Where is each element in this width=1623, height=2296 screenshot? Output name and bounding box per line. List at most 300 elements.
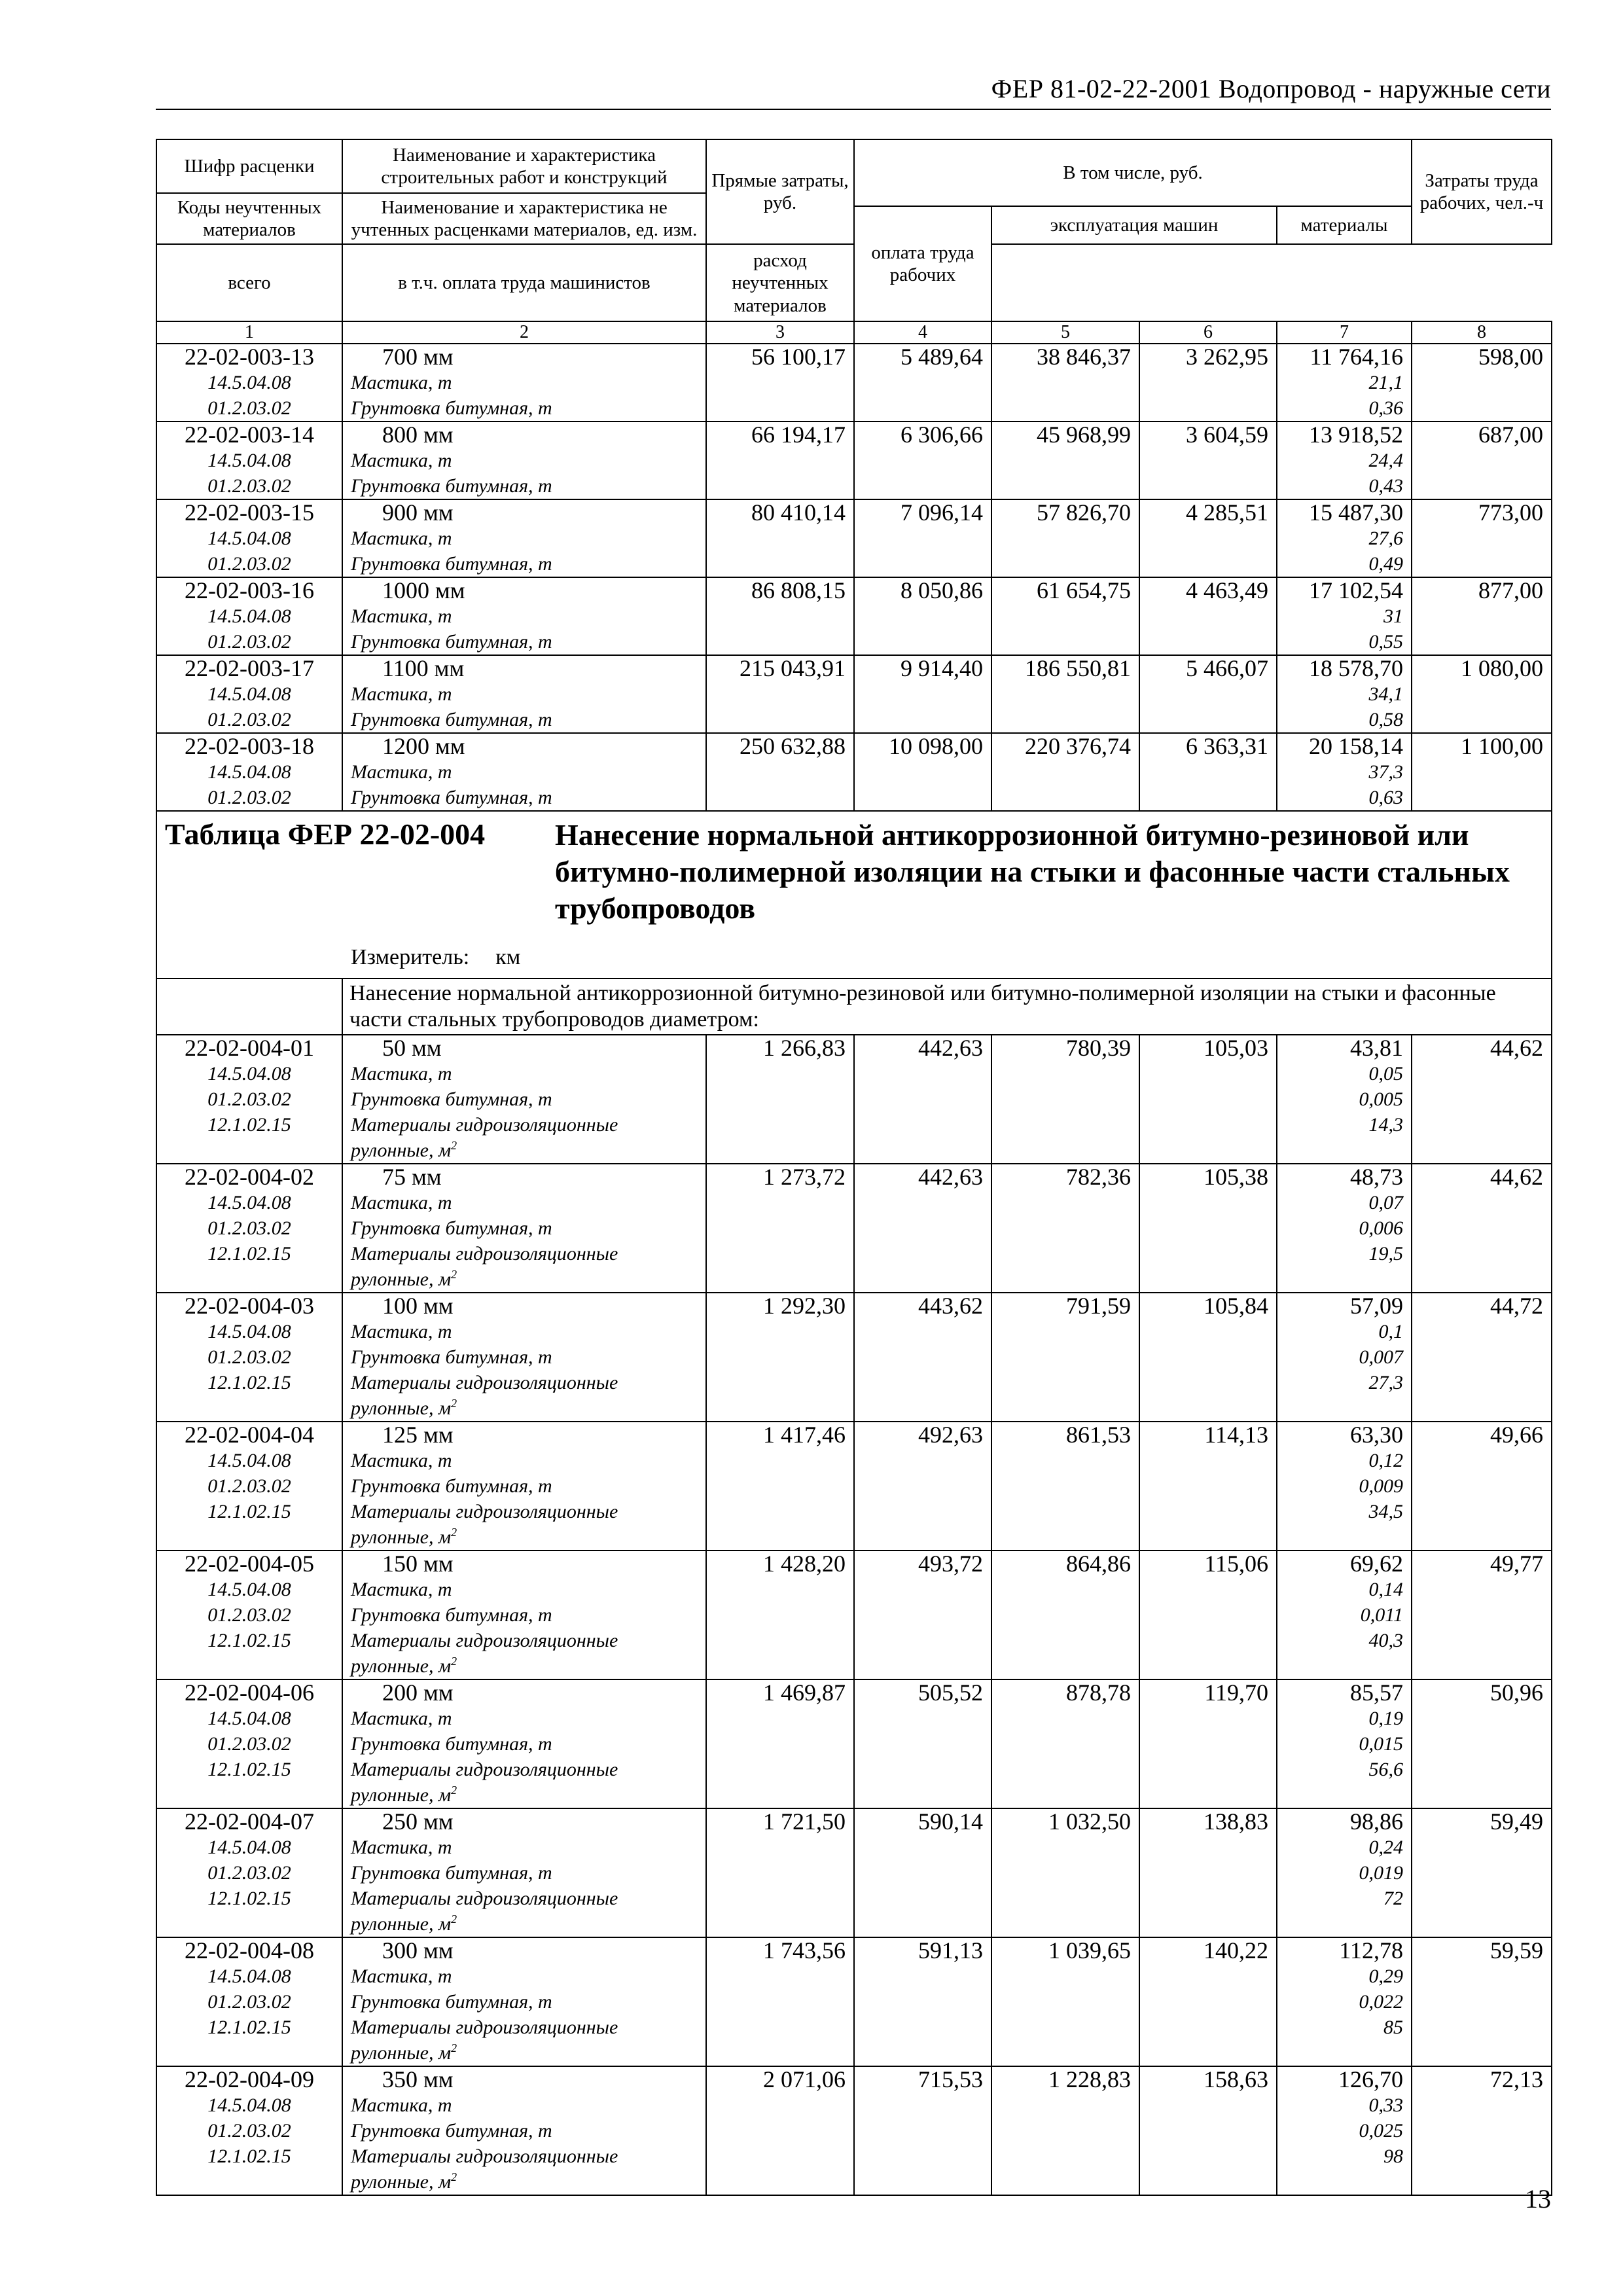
rate-name: 250 мм [382,1809,454,1835]
col1-bottom-header: Коды неучтенных материалов [156,193,342,244]
material-quantity: 0,12 [1368,1450,1403,1472]
material-quantity: 19,5 [1368,1243,1403,1265]
material-quantity: 31 [1383,605,1403,628]
col4-header: оплата труда рабочих [854,206,991,321]
labor-cost: 443,62 [918,1293,983,1319]
rate-name: 700 мм [382,344,454,370]
material-code: 01.2.03.02 [207,553,291,575]
spacer-line [157,1266,342,1292]
material-name: Грунтовка битумная, т [351,1088,552,1111]
material-code: 12.1.02.15 [207,2017,291,2039]
machine-cost: 61 654,75 [1037,578,1131,604]
rate-code: 22-02-003-17 [185,656,314,682]
labor-cost: 590,14 [918,1809,983,1835]
material-code: 14.5.04.08 [207,1321,291,1343]
column-number: 8 [1412,321,1552,344]
labor-cost: 505,52 [918,1680,983,1706]
material-quantity: 0,009 [1359,1475,1403,1498]
material-code: 01.2.03.02 [207,1991,291,2013]
machine-cost: 782,36 [1066,1164,1131,1191]
unit-superscript: 2 [451,1784,457,1797]
spacer-line [157,1653,342,1679]
rate-row [156,1808,1552,1937]
material-code: 14.5.04.08 [207,1450,291,1472]
spacer-line [157,2169,342,2195]
rate-name: 1000 мм [382,578,465,604]
material-code: 14.5.04.08 [207,605,291,628]
material-unit: рулонные, м [351,1139,452,1162]
material-code: 14.5.04.08 [207,761,291,783]
material-unit: рулонные, м [351,1526,452,1549]
material-code: 14.5.04.08 [207,528,291,550]
machinist-labor-cost: 3 262,95 [1186,344,1268,370]
material-unit-line [343,2169,705,2195]
material-unit: рулонные, м [351,2042,452,2064]
material-quantity: 34,5 [1368,1501,1403,1523]
direct-cost: 1 417,46 [763,1422,846,1448]
material-name: Материалы гидроизоляционные [351,1759,618,1781]
labor-hours: 72,13 [1490,2067,1543,2093]
material-code: 12.1.02.15 [207,1759,291,1781]
material-unit-line [343,1138,705,1163]
spacer-line [157,1911,342,1937]
material-quantity: 0,63 [1368,787,1403,809]
material-name: Мастика, т [351,1321,452,1343]
material-code: 14.5.04.08 [207,1579,291,1601]
rate-row [156,655,1552,733]
material-unit-line [343,1911,705,1937]
labor-hours: 44,72 [1490,1293,1543,1319]
materials-cost: 63,30 [1350,1422,1403,1448]
direct-cost: 1 428,20 [763,1551,846,1577]
material-name: Грунтовка битумная, т [351,631,552,653]
labor-cost: 442,63 [918,1164,983,1191]
labor-hours: 50,96 [1490,1680,1543,1706]
labor-hours: 1 080,00 [1461,656,1543,682]
material-quantity: 0,011 [1360,1604,1403,1626]
direct-cost: 56 100,17 [751,344,846,370]
material-quantity: 0,015 [1359,1733,1403,1755]
machine-cost: 186 550,81 [1025,656,1131,682]
materials-cost: 57,09 [1350,1293,1403,1319]
materials-cost: 126,70 [1338,2067,1403,2093]
rates-table [156,139,1552,2196]
rate-row [156,1551,1552,1679]
col6-header: в т.ч. оплата труда машинистов [342,244,706,321]
machine-cost: 38 846,37 [1037,344,1131,370]
included-header: В том числе, руб. [854,139,1412,206]
materials-cost: 43,81 [1350,1035,1403,1062]
material-name: Грунтовка битумная, т [351,1604,552,1626]
material-code: 14.5.04.08 [207,1192,291,1214]
material-code: 14.5.04.08 [207,2094,291,2117]
material-quantity: 0,007 [1359,1346,1403,1369]
machinist-labor-cost: 4 463,49 [1186,578,1268,604]
rate-code: 22-02-004-04 [185,1422,314,1448]
rate-code: 22-02-004-08 [185,1938,314,1964]
material-quantity: 98 [1383,2145,1403,2168]
unit-superscript: 2 [451,1526,457,1539]
material-name: Материалы гидроизоляционные [351,1630,618,1652]
rate-row [156,733,1552,811]
material-quantity: 0,43 [1368,475,1403,497]
labor-cost: 715,53 [918,2067,983,2093]
material-name: Грунтовка битумная, т [351,709,552,731]
rate-name: 300 мм [382,1938,454,1964]
rates-group-004 [156,1035,1552,2195]
material-quantity: 0,36 [1368,397,1403,420]
unit-superscript: 2 [451,1139,457,1153]
material-unit: рулонные, м [351,1913,452,1935]
labor-cost: 591,13 [918,1938,983,1964]
material-quantity: 0,022 [1359,1991,1403,2013]
material-unit-line [343,1266,705,1292]
material-quantity: 0,19 [1368,1708,1403,1730]
rate-row [156,1679,1552,1808]
material-code: 01.2.03.02 [207,1088,291,1111]
table-title-cell [156,811,1552,978]
material-unit: рулонные, м [351,2171,452,2193]
material-name: Мастика, т [351,1063,452,1085]
material-quantity: 27,6 [1368,528,1403,550]
material-quantity: 0,24 [1368,1837,1403,1859]
labor-hours: 59,59 [1490,1938,1543,1964]
material-name: Мастика, т [351,528,452,550]
material-name: Материалы гидроизоляционные [351,1114,618,1136]
material-code: 12.1.02.15 [207,2145,291,2168]
material-quantity: 0,025 [1359,2120,1403,2142]
material-name: Мастика, т [351,605,452,628]
material-name: Материалы гидроизоляционные [351,2017,618,2039]
material-name: Мастика, т [351,450,452,472]
materials-cost: 85,57 [1350,1680,1403,1706]
col5-header: всего [156,244,342,321]
material-name: Мастика, т [351,1708,452,1730]
column-number: 5 [991,321,1139,344]
material-quantity: 40,3 [1368,1630,1403,1652]
rate-name: 100 мм [382,1293,454,1319]
rate-code: 22-02-004-01 [185,1035,314,1062]
machinist-labor-cost: 119,70 [1204,1680,1268,1706]
rate-name: 200 мм [382,1680,454,1706]
machine-cost: 861,53 [1066,1422,1131,1448]
direct-cost: 66 194,17 [751,422,846,448]
rate-code: 22-02-004-03 [185,1293,314,1319]
spacer-line [157,1524,342,1550]
material-name: Материалы гидроизоляционные [351,2145,618,2168]
material-code: 14.5.04.08 [207,450,291,472]
material-name: Мастика, т [351,372,452,394]
material-name: Мастика, т [351,1579,452,1601]
rate-row [156,1164,1552,1293]
table-description: Нанесение нормальной антикоррозионной битумно-резиновой или битумно-полимерной изоляции на стыки и фасонные части стальных трубопроводов диаметром: [342,978,1552,1035]
labor-cost: 7 096,14 [901,500,983,526]
rate-code: 22-02-003-18 [185,734,314,760]
spacer-line [157,1138,342,1163]
material-unit: рулонные, м [351,1397,452,1420]
material-quantity: 21,1 [1368,372,1403,394]
machine-cost: 1 032,50 [1048,1809,1131,1835]
rate-name: 75 мм [382,1164,442,1191]
labor-hours: 598,00 [1478,344,1543,370]
machinist-labor-cost: 5 466,07 [1186,656,1268,682]
material-name: Грунтовка битумная, т [351,1475,552,1498]
material-unit-line [343,1653,705,1679]
material-name: Материалы гидроизоляционные [351,1888,618,1910]
labor-hours: 59,49 [1490,1809,1543,1835]
material-code: 14.5.04.08 [207,1708,291,1730]
machinist-labor-cost: 3 604,59 [1186,422,1268,448]
material-code: 12.1.02.15 [207,1630,291,1652]
machine-cost: 57 826,70 [1037,500,1131,526]
col2-top-header: Наименование и характеристика строительных работ и конструкций [342,139,706,193]
material-code: 01.2.03.02 [207,397,291,420]
material-code: 01.2.03.02 [207,787,291,809]
material-name: Грунтовка битумная, т [351,397,552,420]
rate-code: 22-02-003-16 [185,578,314,604]
material-quantity: 0,006 [1359,1217,1403,1240]
labor-cost: 5 489,64 [901,344,983,370]
material-quantity: 14,3 [1368,1114,1403,1136]
rate-name: 350 мм [382,2067,454,2093]
material-code: 01.2.03.02 [207,1862,291,1884]
unit-superscript: 2 [451,1397,457,1410]
materials-cost: 69,62 [1350,1551,1403,1577]
header-rule [156,109,1551,110]
column-number: 2 [342,321,706,344]
material-code: 01.2.03.02 [207,2120,291,2142]
material-code: 12.1.02.15 [207,1888,291,1910]
material-unit-line [343,1524,705,1550]
direct-cost: 2 071,06 [763,2067,846,2093]
column-number: 3 [706,321,854,344]
rate-code: 22-02-004-07 [185,1809,314,1835]
machine-cost: 791,59 [1066,1293,1131,1319]
column-number: 7 [1277,321,1412,344]
labor-cost: 493,72 [918,1551,983,1577]
direct-cost: 1 743,56 [763,1938,846,1964]
machinist-labor-cost: 138,83 [1204,1809,1268,1835]
direct-cost: 86 808,15 [751,578,846,604]
material-code: 12.1.02.15 [207,1114,291,1136]
materials-cost: 11 764,16 [1310,344,1403,370]
rate-name: 150 мм [382,1551,454,1577]
labor-cost: 6 306,66 [901,422,983,448]
direct-cost: 1 273,72 [763,1164,846,1191]
material-quantity: 0,005 [1359,1088,1403,1111]
material-code: 14.5.04.08 [207,683,291,706]
column-number: 1 [156,321,342,344]
material-unit: рулонные, м [351,1655,452,1677]
material-name: Грунтовка битумная, т [351,787,552,809]
machine-cost: 45 968,99 [1037,422,1131,448]
material-code: 01.2.03.02 [207,1346,291,1369]
material-name: Мастика, т [351,2094,452,2117]
material-code: 01.2.03.02 [207,709,291,731]
machine-cost: 1 039,65 [1048,1938,1131,1964]
rate-code: 22-02-004-05 [185,1551,314,1577]
rates-group-003 [156,344,1552,811]
rate-row [156,2066,1552,2195]
material-quantity: 0,33 [1368,2094,1403,2117]
direct-cost: 250 632,88 [740,734,846,760]
rate-name: 800 мм [382,422,454,448]
materials-header: материалы [1277,206,1412,244]
direct-cost: 215 043,91 [740,656,846,682]
material-name: Грунтовка битумная, т [351,1346,552,1369]
measure-line [351,945,520,970]
material-name: Мастика, т [351,1450,452,1472]
rate-row [156,1422,1552,1551]
rate-code: 22-02-003-15 [185,500,314,526]
material-quantity: 34,1 [1368,683,1403,706]
measure-unit: км [495,945,521,970]
materials-cost: 18 578,70 [1309,656,1403,682]
material-code: 12.1.02.15 [207,1372,291,1394]
rate-code: 22-02-004-02 [185,1164,314,1191]
machine-cost: 878,78 [1066,1680,1131,1706]
material-code: 01.2.03.02 [207,631,291,653]
rate-code: 22-02-004-06 [185,1680,314,1706]
material-name: Мастика, т [351,1192,452,1214]
machines-header: эксплуатация машин [991,206,1277,244]
column-numbers-row [156,321,1552,344]
machine-cost: 864,86 [1066,1551,1131,1577]
rate-code: 22-02-003-13 [185,344,314,370]
table-title: Нанесение нормальной антикоррозионной битумно-резиновой или битумно-полимерной изоляции на стыки и фасонные части стальных трубопроводов [555,818,1510,925]
labor-cost: 10 098,00 [889,734,983,760]
machinist-labor-cost: 105,38 [1204,1164,1268,1191]
machinist-labor-cost: 105,03 [1204,1035,1268,1062]
materials-cost: 17 102,54 [1309,578,1403,604]
material-name: Грунтовка битумная, т [351,2120,552,2142]
machine-cost: 780,39 [1066,1035,1131,1062]
rate-name: 1200 мм [382,734,465,760]
material-unit: рулонные, м [351,1268,452,1291]
material-name: Грунтовка битумная, т [351,553,552,575]
page-number: 13 [1525,2184,1551,2214]
labor-hours: 44,62 [1490,1164,1543,1191]
machinist-labor-cost: 158,63 [1204,2067,1268,2093]
material-quantity: 56,6 [1368,1759,1403,1781]
machinist-labor-cost: 6 363,31 [1186,734,1268,760]
material-name: Мастика, т [351,1965,452,1988]
col8-header: Затраты труда рабочих, чел.-ч [1412,139,1552,244]
unit-superscript: 2 [451,1268,457,1282]
material-name: Мастика, т [351,761,452,783]
labor-hours: 687,00 [1478,422,1543,448]
material-unit-line [343,2040,705,2066]
material-quantity: 72 [1383,1888,1403,1910]
col2-bottom-header: Наименование и характеристика не учтенных расценками материалов, ед. изм. [342,193,706,244]
material-name: Грунтовка битумная, т [351,1733,552,1755]
machinist-labor-cost: 4 285,51 [1186,500,1268,526]
unit-superscript: 2 [451,1912,457,1926]
unit-superscript: 2 [451,1655,457,1668]
material-name: Мастика, т [351,683,452,706]
material-quantity: 37,3 [1368,761,1403,783]
material-unit: рулонные, м [351,1784,452,1806]
col7-header: расход неучтенных материалов [706,244,854,321]
material-code: 01.2.03.02 [207,475,291,497]
machinist-labor-cost: 115,06 [1204,1551,1268,1577]
material-code: 12.1.02.15 [207,1243,291,1265]
materials-cost: 112,78 [1339,1938,1403,1964]
document-header-title: ФЕР 81-02-22-2001 Водопровод - наружные сети [991,74,1551,103]
material-name: Грунтовка битумная, т [351,1862,552,1884]
material-quantity: 0,019 [1359,1862,1403,1884]
material-code: 14.5.04.08 [207,1837,291,1859]
rate-row [156,1293,1552,1422]
spacer-line [157,2040,342,2066]
direct-cost: 1 721,50 [763,1809,846,1835]
rate-row [156,1937,1552,2066]
material-name: Грунтовка битумная, т [351,1217,552,1240]
material-quantity: 0,07 [1368,1192,1403,1214]
machine-cost: 1 228,83 [1048,2067,1131,2093]
material-name: Материалы гидроизоляционные [351,1501,618,1523]
rate-name: 900 мм [382,500,454,526]
material-unit-line [343,1395,705,1421]
material-code: 14.5.04.08 [207,1063,291,1085]
unit-superscript: 2 [451,2041,457,2055]
column-number: 6 [1139,321,1277,344]
material-quantity: 0,14 [1368,1579,1403,1601]
material-unit-line [343,1782,705,1808]
material-name: Грунтовка битумная, т [351,1991,552,2013]
materials-cost: 13 918,52 [1309,422,1403,448]
machine-cost: 220 376,74 [1025,734,1131,760]
material-quantity: 27,3 [1368,1372,1403,1394]
machinist-labor-cost: 114,13 [1204,1422,1268,1448]
col3-header: Прямые затраты, руб. [706,139,854,244]
material-quantity: 0,55 [1368,631,1403,653]
labor-hours: 877,00 [1478,578,1543,604]
spacer-line [157,1395,342,1421]
material-code: 14.5.04.08 [207,372,291,394]
machinist-labor-cost: 105,84 [1204,1293,1268,1319]
rate-row [156,499,1552,577]
material-code: 01.2.03.02 [207,1475,291,1498]
measure-label: Измеритель: [351,945,470,970]
material-name: Мастика, т [351,1837,452,1859]
material-quantity: 0,49 [1368,553,1403,575]
labor-cost: 8 050,86 [901,578,983,604]
material-quantity: 85 [1383,2017,1403,2039]
rate-row [156,577,1552,655]
material-quantity: 0,58 [1368,709,1403,731]
rate-code: 22-02-004-09 [185,2067,314,2093]
labor-cost: 442,63 [918,1035,983,1062]
table-label: Таблица ФЕР 22-02-004 [165,817,486,852]
direct-cost: 1 266,83 [763,1035,846,1062]
material-quantity: 0,29 [1368,1965,1403,1988]
rate-row [156,1035,1552,1164]
unit-superscript: 2 [451,2170,457,2184]
direct-cost: 1 292,30 [763,1293,846,1319]
spacer-line [157,1782,342,1808]
rate-code: 22-02-003-14 [185,422,314,448]
rate-row [156,422,1552,499]
materials-cost: 15 487,30 [1309,500,1403,526]
labor-hours: 773,00 [1478,500,1543,526]
material-code: 01.2.03.02 [207,1733,291,1755]
labor-hours: 49,66 [1490,1422,1543,1448]
rate-row [156,344,1552,422]
col1-top-header: Шифр расценки [156,139,342,193]
materials-cost: 98,86 [1350,1809,1403,1835]
material-name: Материалы гидроизоляционные [351,1243,618,1265]
